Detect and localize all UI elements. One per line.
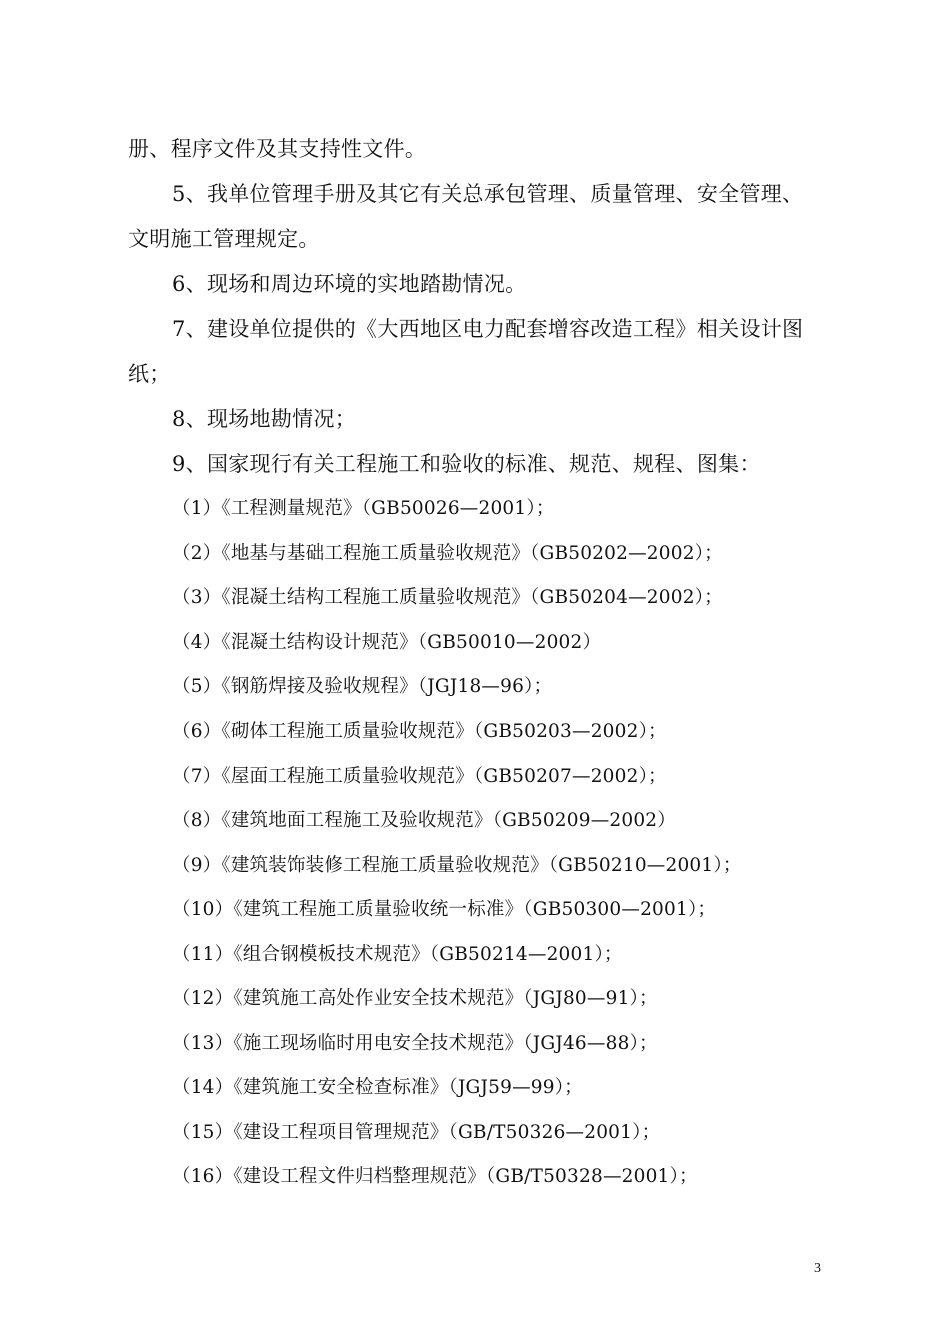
paragraph-line: 册、程序文件及其支持性文件。 — [128, 137, 427, 161]
paragraph-line: 7、建设单位提供的《大西地区电力配套增容改造工程》相关设计图 — [172, 317, 804, 341]
paragraph-line: 文明施工管理规定。 — [128, 227, 320, 251]
standard-item: （3）《混凝土结构工程施工质量验收规范》（GB50204—2002）； — [172, 587, 723, 608]
standard-item: （6）《砌体工程施工质量验收规范》（GB50203—2002）； — [172, 721, 667, 742]
standard-item: （2）《地基与基础工程施工质量验收规范》（GB50202—2002）； — [172, 543, 723, 564]
standard-item: （1）《工程测量规范》（GB50026—2001）； — [172, 498, 555, 519]
standard-item: （13）《施工现场临时用电安全技术规范》（JGJ46—88）； — [172, 1033, 658, 1054]
standard-item: （4）《混凝土结构设计规范》（GB50010—2002） — [172, 632, 602, 653]
standard-item: （8）《建筑地面工程施工及验收规范》（GB50209—2002） — [172, 810, 676, 831]
paragraph-line: 纸； — [128, 362, 171, 386]
standard-item: （7）《屋面工程施工质量验收规范》（GB50207—2002）； — [172, 766, 667, 787]
standard-item: （11）《组合钢模板技术规范》（GB50214—2001）； — [172, 944, 623, 965]
paragraph-line: 5、我单位管理手册及其它有关总承包管理、质量管理、安全管理、 — [172, 182, 804, 206]
standard-item: （12）《建筑施工高处作业安全技术规范》（JGJ80—91）； — [172, 988, 658, 1009]
standard-item: （9）《建筑装饰装修工程施工质量验收规范》（GB50210—2001）； — [172, 855, 742, 876]
paragraph-line: 9、国家现行有关工程施工和验收的标准、规范、规程、图集： — [172, 452, 761, 476]
page-number: 3 — [814, 1261, 821, 1276]
standard-item: （10）《建筑工程施工质量验收统一标准》（GB50300—2001）； — [172, 899, 717, 920]
standard-item: （14）《建筑施工安全检查标准》（JGJ59—99）； — [172, 1077, 583, 1098]
standard-item: （15）《建设工程项目管理规范》（GB/T50326—2001）； — [172, 1122, 661, 1143]
paragraph-line: 6、现场和周边环境的实地踏勘情况。 — [172, 272, 527, 296]
standard-item: （5）《钢筋焊接及验收规程》（JGJ18—96）； — [172, 676, 553, 697]
paragraph-line: 8、现场地勘情况； — [172, 407, 357, 431]
standard-item: （16）《建设工程文件归档整理规范》（GB/T50328—2001）； — [172, 1166, 698, 1187]
